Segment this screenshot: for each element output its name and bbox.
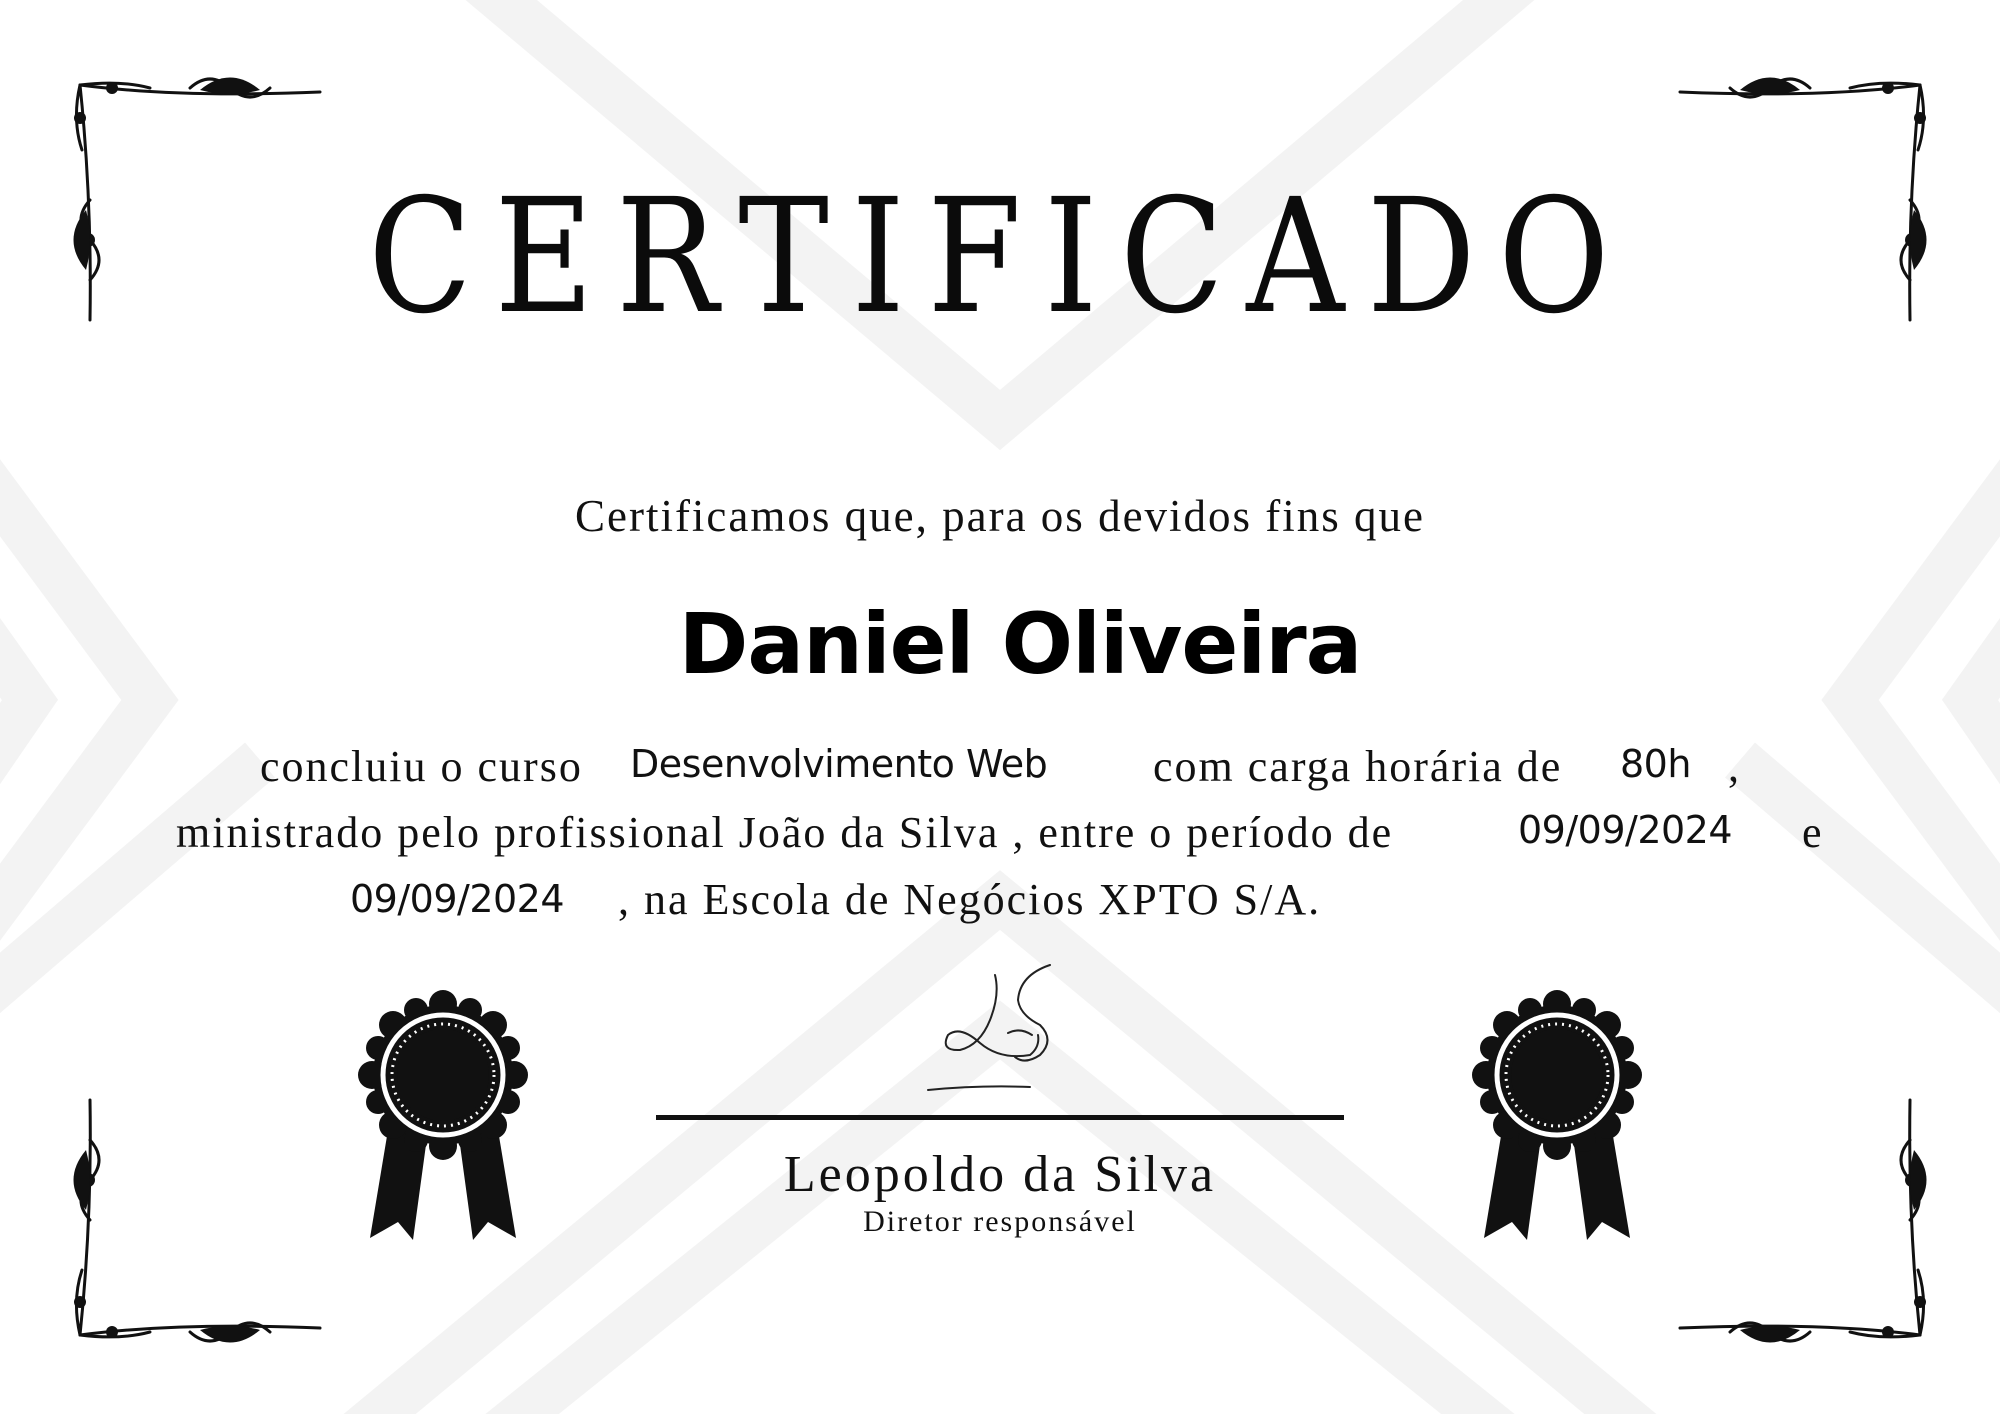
signatory-name: Leopoldo da Silva	[783, 1146, 1217, 1203]
course-prefix: concluiu o curso	[260, 742, 583, 791]
line1-comma: ,	[1728, 742, 1741, 791]
award-seal-icon	[1472, 990, 1642, 1260]
intro-text: Certificamos que, para os devidos fins que	[574, 491, 1426, 541]
certificate-title: CERTIFICADO	[368, 165, 1632, 349]
hours-label: com carga horária de	[1153, 742, 1563, 791]
award-seal-icon	[358, 990, 528, 1260]
recipient-name: Daniel Oliveira	[678, 595, 1362, 693]
course-hours: 80h	[1620, 742, 1691, 786]
date-connector: e	[1802, 808, 1824, 857]
instructor-period-text: ministrado pelo profissional João da Silva , entre o período de	[176, 808, 1394, 857]
signatory-role: Diretor responsável	[863, 1205, 1137, 1238]
end-date: 09/09/2024	[350, 877, 565, 921]
school-text: , na Escola de Negócios XPTO S/A.	[618, 875, 1322, 924]
signature-line	[656, 1115, 1344, 1120]
start-date: 09/09/2024	[1518, 808, 1733, 852]
handwritten-signature	[920, 955, 1080, 1105]
course-name: Desenvolvimento Web	[630, 742, 1048, 786]
